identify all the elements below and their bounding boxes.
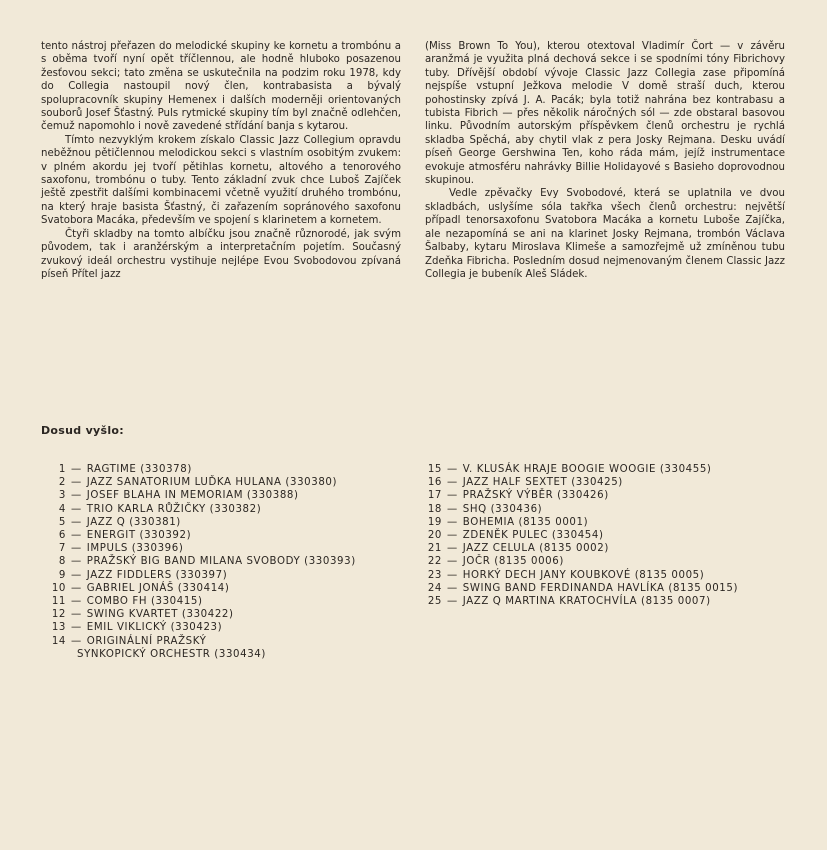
item-number: 3: [58, 490, 66, 502]
item-number: 4: [58, 503, 66, 515]
item-title: JOSEF BLAHA IN MEMORIAM (330388): [86, 490, 299, 502]
item-number: 18: [427, 503, 442, 515]
list-item: 3 — JOSEF BLAHA IN MEMORIAM (330388): [46, 489, 406, 502]
item-title: HORKÝ DECH JANY KOUBKOVÉ (8135 0005): [462, 569, 705, 581]
item-title: JAZZ Q MARTINA KRATOCHVÍLA (8135 0007): [462, 596, 711, 608]
list-item: 11 — COMBO FH (330415): [46, 595, 406, 608]
item-number: 15: [427, 464, 442, 475]
released-heading: Dosud vyšlo:: [41, 424, 124, 437]
item-number: 14: [51, 635, 66, 647]
item-number: 2: [58, 477, 66, 489]
item-title: JOČR (8135 0006): [462, 556, 564, 568]
item-title: GABRIEL JONÁŠ (330414): [86, 582, 230, 594]
right-text-column: [425, 40, 785, 281]
list-item: 25 — JAZZ Q MARTINA KRATOCHVÍLA (8135 0007): [422, 595, 822, 608]
item-title: ORIGINÁLNÍ PRAŽSKÝ: [86, 635, 207, 647]
list-item: 8 — PRAŽSKÝ BIG BAND MILANA SVOBODY (330393): [46, 555, 406, 568]
list-item: 7 — IMPULS (330396): [46, 542, 406, 555]
item-title: JAZZ Q (330381): [86, 516, 181, 528]
item-title: COMBO FH (330415): [86, 596, 203, 608]
list-item: 24 — SWING BAND FERDINANDA HAVLÍKA (8135 0015): [422, 582, 822, 595]
list-item: 12 — SWING KVARTET (330422): [46, 608, 406, 621]
item-number: 22: [427, 556, 442, 568]
item-number: 17: [427, 490, 442, 502]
item-number: 7: [58, 543, 66, 555]
item-number: 9: [58, 569, 66, 581]
item-title: ENERGIT (330392): [86, 530, 192, 542]
item-number: 11: [51, 596, 66, 608]
list-item: 6 — ENERGIT (330392): [46, 529, 406, 542]
item-number: 25: [427, 596, 442, 608]
list-item: 15 — V. KLUSÁK HRAJE BOOGIE WOOGIE (330455): [422, 463, 822, 476]
list-item: 21 — JAZZ CELULA (8135 0002): [422, 542, 822, 555]
list-item: 1 — RAGTIME (330378): [46, 463, 406, 476]
item-title: ZDENĚK PULEC (330454): [462, 530, 604, 542]
item-title: SWING BAND FERDINANDA HAVLÍKA (8135 0015): [462, 582, 739, 594]
list-item: 23 — HORKÝ DECH JANY KOUBKOVÉ (8135 0005): [422, 569, 822, 582]
paragraph: tento nástroj přeřazen do melodické skupiny ke kornetu a trombónu a s oběma tvoří nyní opět tříčlennou, ale hodně hluboko posazenou žesťovou sekci; tato změna se uskutečnila na podzim roku 1978, kdy do Collegia nastoupil nový člen, kontrabasista a bývalý spolupracovník skupiny Hemenex i dalších moderněji orientovaných souborů Josef Šťastný. Puls rytmické skupiny tím byl značně odlehčen, čemuž napomohlo i nově zavedené střídání banja s kytarou.: [41, 41, 401, 133]
item-number: 20: [427, 530, 442, 542]
list-item: 17 — PRAŽSKÝ VÝBĚR (330426): [422, 489, 822, 502]
item-number: 6: [58, 530, 66, 542]
list-item: 14 — ORIGINÁLNÍ PRAŽSKÝ: [46, 635, 406, 648]
released-list-left: [46, 463, 406, 661]
list-item: 4 — TRIO KARLA RŮŽIČKY (330382): [46, 503, 406, 516]
item-number: 23: [427, 569, 442, 581]
item-number: 16: [427, 477, 442, 489]
item-number: 21: [427, 543, 442, 555]
paragraph: Čtyři skladby na tomto albíčku jsou značně různorodé, jak svým původem, tak i aranžérským a interpretačním pojetím. Současný zvukový ideál orchestru vystihuje nejlépe Evou Svobodovou zpívaná píseň Přítel jazz: [41, 228, 401, 280]
list-item: 16 — JAZZ HALF SEXTET (330425): [422, 476, 822, 489]
list-item: 19 — BOHEMIA (8135 0001): [422, 516, 822, 529]
item-number: 12: [51, 609, 66, 621]
item-number: 19: [427, 516, 442, 528]
paragraph: Tímto nezvyklým krokem získalo Classic Jazz Collegium opravdu neběžnou pětičlennou melodickou sekci s vlastním osobitým zvukem: v plném akordu jej tvoří pětihlas kornetu, altového a tenorového saxofonu, trombónu o tuby. Tento základní zvuk chce Luboš Zajíček ještě zpestřit dalšími kombinacemi včetně využití druhého trombónu, na který hraje basista Šťastný, či zařazením sopránového saxofonu Svatobora Macáka, především ve spojení s klarinetem a kornetem.: [41, 134, 401, 227]
item-title: V. KLUSÁK HRAJE BOOGIE WOOGIE (330455): [462, 464, 712, 475]
item-number: 8: [58, 556, 66, 568]
list-item: 13 — EMIL VIKLICKÝ (330423): [46, 621, 406, 634]
item-number: 1: [58, 464, 66, 475]
item-title: JAZZ SANATORIUM LUĎKA HULANA (330380): [86, 477, 338, 489]
item-title: TRIO KARLA RŮŽIČKY (330382): [86, 503, 262, 515]
item-title-continuation: SYNKOPICKÝ ORCHESTR (330434): [77, 648, 266, 660]
item-title: SWING KVARTET (330422): [86, 609, 234, 621]
left-text-column: [41, 40, 401, 281]
item-title: IMPULS (330396): [86, 543, 184, 555]
list-item: 20 — ZDENĚK PULEC (330454): [422, 529, 822, 542]
item-title: SHQ (330436): [462, 503, 543, 515]
list-item-continuation: [46, 648, 406, 661]
list-item: 2 — JAZZ SANATORIUM LUĎKA HULANA (330380): [46, 476, 406, 489]
released-list-right: [422, 463, 822, 608]
item-title: PRAŽSKÝ VÝBĚR (330426): [462, 490, 609, 502]
list-item: 18 — SHQ (330436): [422, 503, 822, 516]
item-title: EMIL VIKLICKÝ (330423): [86, 622, 223, 634]
item-title: JAZZ CELULA (8135 0002): [462, 543, 609, 555]
item-title: JAZZ HALF SEXTET (330425): [462, 477, 623, 489]
list-item: 22 — JOČR (8135 0006): [422, 555, 822, 568]
item-title: JAZZ FIDDLERS (330397): [86, 569, 228, 581]
item-number: 10: [51, 582, 66, 594]
list-item: 10 — GABRIEL JONÁŠ (330414): [46, 582, 406, 595]
item-number: 24: [427, 582, 442, 594]
list-item: 9 — JAZZ FIDDLERS (330397): [46, 569, 406, 582]
item-number: 13: [51, 622, 66, 634]
item-number: 5: [58, 516, 66, 528]
list-item: 5 — JAZZ Q (330381): [46, 516, 406, 529]
item-title: RAGTIME (330378): [86, 464, 192, 475]
item-title: PRAŽSKÝ BIG BAND MILANA SVOBODY (330393): [86, 556, 356, 568]
paragraph: Vedle zpěvačky Evy Svobodové, která se uplatnila ve dvou skladbách, uslyšíme sóla takřka všech členů orchestru: největší případl tenorsaxofonu Svatobora Macáka a kornetu Luboše Zajíčka, ale nezapomíná se ani na klarinet Josky Rejmana, trombón Václava Šalbaby, kytaru Miroslava Klimeše a samozřejmě už zmíněnou tubu Zdeňka Fibricha. Posledním dosud nejmenovaným členem Classic Jazz Collegia je bubeník Aleš Sládek.: [425, 188, 785, 280]
item-title: BOHEMIA (8135 0001): [462, 516, 589, 528]
paragraph: (Miss Brown To You), kterou otextoval Vladimír Čort — v závěru aranžmá je využita plná dechová sekce i se spodními tóny Fibrichovy tuby. Dřívější období vývoje Classic Jazz Collegia zase připomíná nejspíše vstupní Ježkova melodie V domě straší duch, kterou pohostinsky zpívá J. A. Pacák; byla totiž nahrána bez kontrabasu a tubista Fibrich — přes několik náročných sól — zde obstaral basovou linku. Původním autorským příspěvkem členů orchestru je rychlá skladba Spěchá, aby chytil vlak z pera Josky Rejmana. Desku uvádí píseň George Gershwina Ten, koho ráda mám, jejíž instrumentace evokuje atmosféru nahrávky Billie Holidayové s Basieho doprovodnou skupinou.: [425, 41, 785, 187]
